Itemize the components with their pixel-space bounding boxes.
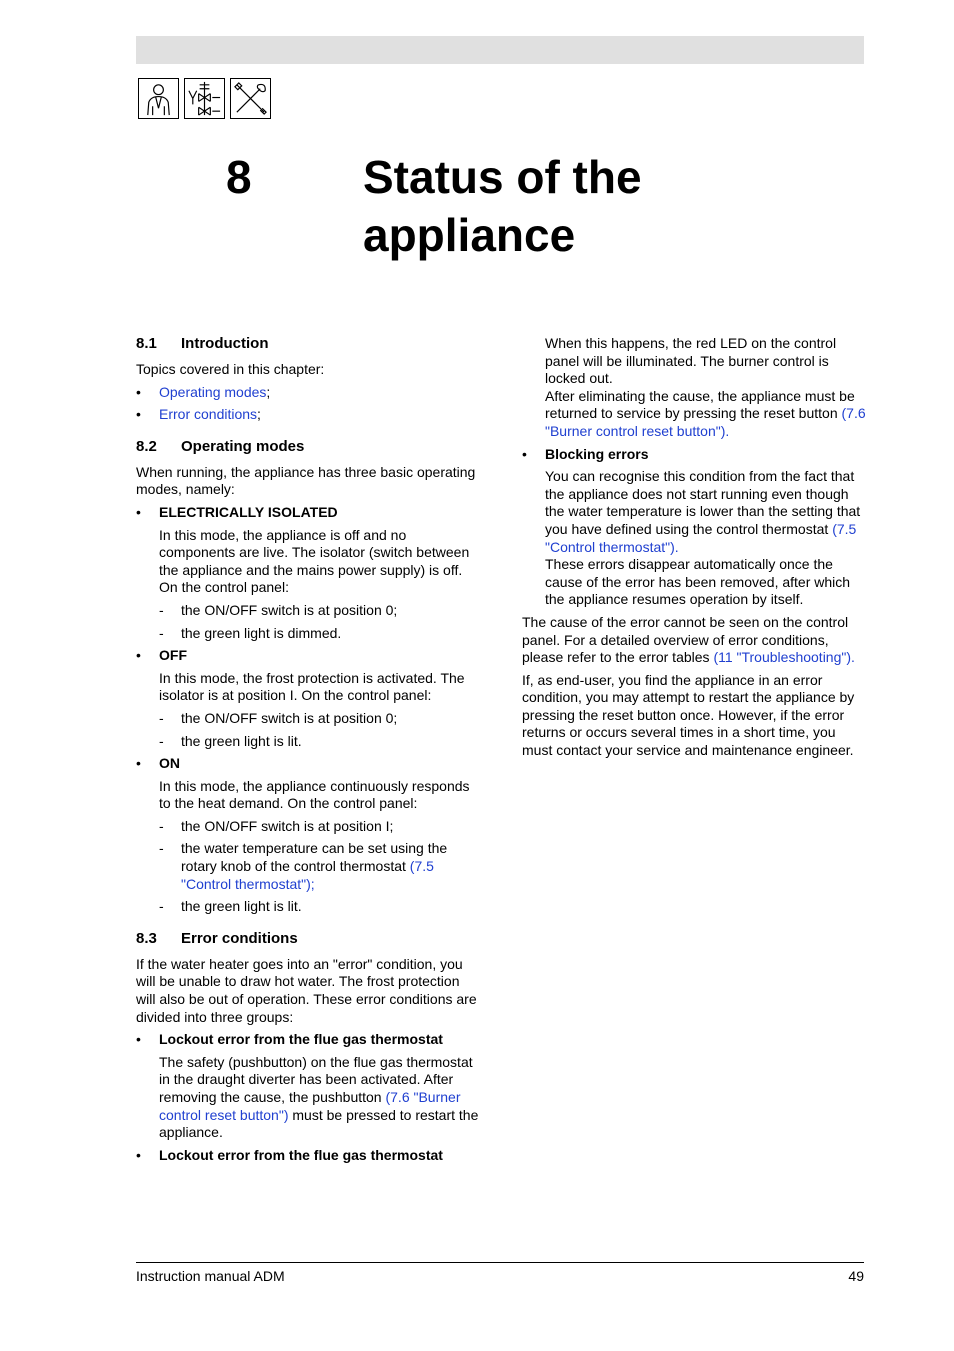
footer-manual-title: Instruction manual ADM: [136, 1268, 285, 1284]
tools-service-icon: [230, 78, 271, 119]
dash-item: - the ON/OFF switch is at position 0;: [159, 601, 398, 618]
left-column: [136, 335, 481, 1164]
mode-heading: • ON: [136, 755, 180, 772]
mode-description: In this mode, the frost protection is activated. The isolator is at position I. On the control panel:: [159, 669, 465, 704]
dash-item: - the ON/OFF switch is at position I;: [159, 817, 394, 834]
continued-text: When this happens, the red LED on the control panel will be illuminated. The burner control is locked out.: [545, 335, 837, 387]
dash-item: - the green light is lit.: [159, 898, 302, 915]
dash-item: - the green light is dimmed.: [159, 624, 342, 641]
list-item: • Operating modes;: [136, 383, 271, 400]
error-group-heading: • Blocking errors: [522, 445, 649, 462]
header-bar: [136, 36, 864, 64]
mode-description: In this mode, the appliance continuously responds to the heat demand. On the control panel:: [159, 777, 470, 812]
section-intro: When running, the appliance has three basic operating modes, namely:: [136, 463, 476, 498]
dash-item: - the green light is lit.: [159, 732, 302, 749]
right-column: [522, 335, 867, 760]
section-intro: If the water heater goes into an "error" condition, you will be unable to draw hot water. The frost protection will also be out of operation. These error conditions are divided into three groups:: [136, 955, 477, 1025]
continued-text: After eliminating the cause, the appliance must be returned to service by pressing the reset button (7.6 "Burner control reset button").: [545, 387, 866, 439]
mode-description: In this mode, the appliance is off and no components are live. The isolator (switch between the appliance and the mains power supply) is off. On the control panel:: [159, 526, 470, 596]
section-heading-8-1: 8.1 Introduction: [136, 335, 269, 352]
user-person-icon: [138, 78, 179, 119]
section-heading-8-2: 8.2 Operating modes: [136, 437, 305, 455]
mode-heading: • ELECTRICALLY ISOLATED: [136, 503, 338, 520]
dash-item: - the water temperature can be set using the rotary knob of the control thermostat (7.5 "Control thermostat");: [159, 840, 448, 892]
control-thermostat-link[interactable]: (7.5 "Control thermostat").: [545, 520, 857, 555]
paragraph: The cause of the error cannot be seen on the control panel. For a detailed overview of error conditions, please refer to the error tables (11 "Troubleshooting").: [522, 613, 855, 666]
reset-button-link[interactable]: (7.6 "Burner control reset button"): [159, 1089, 461, 1123]
error-group-description: These errors disappear automatically once the cause of the error has been removed, after which the appliance resumes operation by itself.: [545, 556, 851, 608]
reset-button-link[interactable]: (7.6 "Burner control reset button").: [545, 405, 866, 439]
error-group-heading: • Lockout error from the flue gas thermostat: [136, 1146, 443, 1163]
valve-installer-icon: [184, 78, 225, 119]
page-number: 49: [848, 1268, 864, 1284]
error-group-description: The safety (pushbutton) on the flue gas thermostat in the draught diverter has been activated. After removing the cause, the pushbutton (7.6 "Burner control reset button") must be pressed to restart the appliance.: [159, 1053, 479, 1141]
paragraph: If, as end-user, you find the appliance in an error condition, you may attempt to restart the appliance by pressing the reset button once. However, if the error returns or occurs several times in a short time, you must contact your service and maintenance engineer.: [522, 671, 855, 759]
mode-heading: • OFF: [136, 647, 187, 664]
chapter-number: 8: [226, 151, 252, 203]
footer-divider: [136, 1262, 864, 1263]
audience-icons: [138, 78, 271, 119]
error-group-heading: • Lockout error from the flue gas thermostat: [136, 1031, 443, 1048]
operating-modes-link[interactable]: Operating modes: [159, 383, 267, 400]
intro-text: Topics covered in this chapter:: [136, 361, 325, 377]
error-group-description: You can recognise this condition from the fact that the appliance does not start running even though the water temperature is lower than the setting that you have defined using the control thermostat (7.5 "Control thermostat").: [545, 468, 861, 555]
troubleshooting-link[interactable]: (11 "Troubleshooting").: [713, 649, 855, 666]
dash-item: - the ON/OFF switch is at position 0;: [159, 709, 398, 726]
control-thermostat-link[interactable]: (7.5 "Control thermostat");: [181, 858, 434, 892]
list-item: • Error conditions;: [136, 406, 261, 423]
chapter-title: Status of the appliance: [363, 151, 642, 261]
error-conditions-link[interactable]: Error conditions: [159, 406, 258, 423]
section-heading-8-3: 8.3 Error conditions: [136, 929, 298, 947]
